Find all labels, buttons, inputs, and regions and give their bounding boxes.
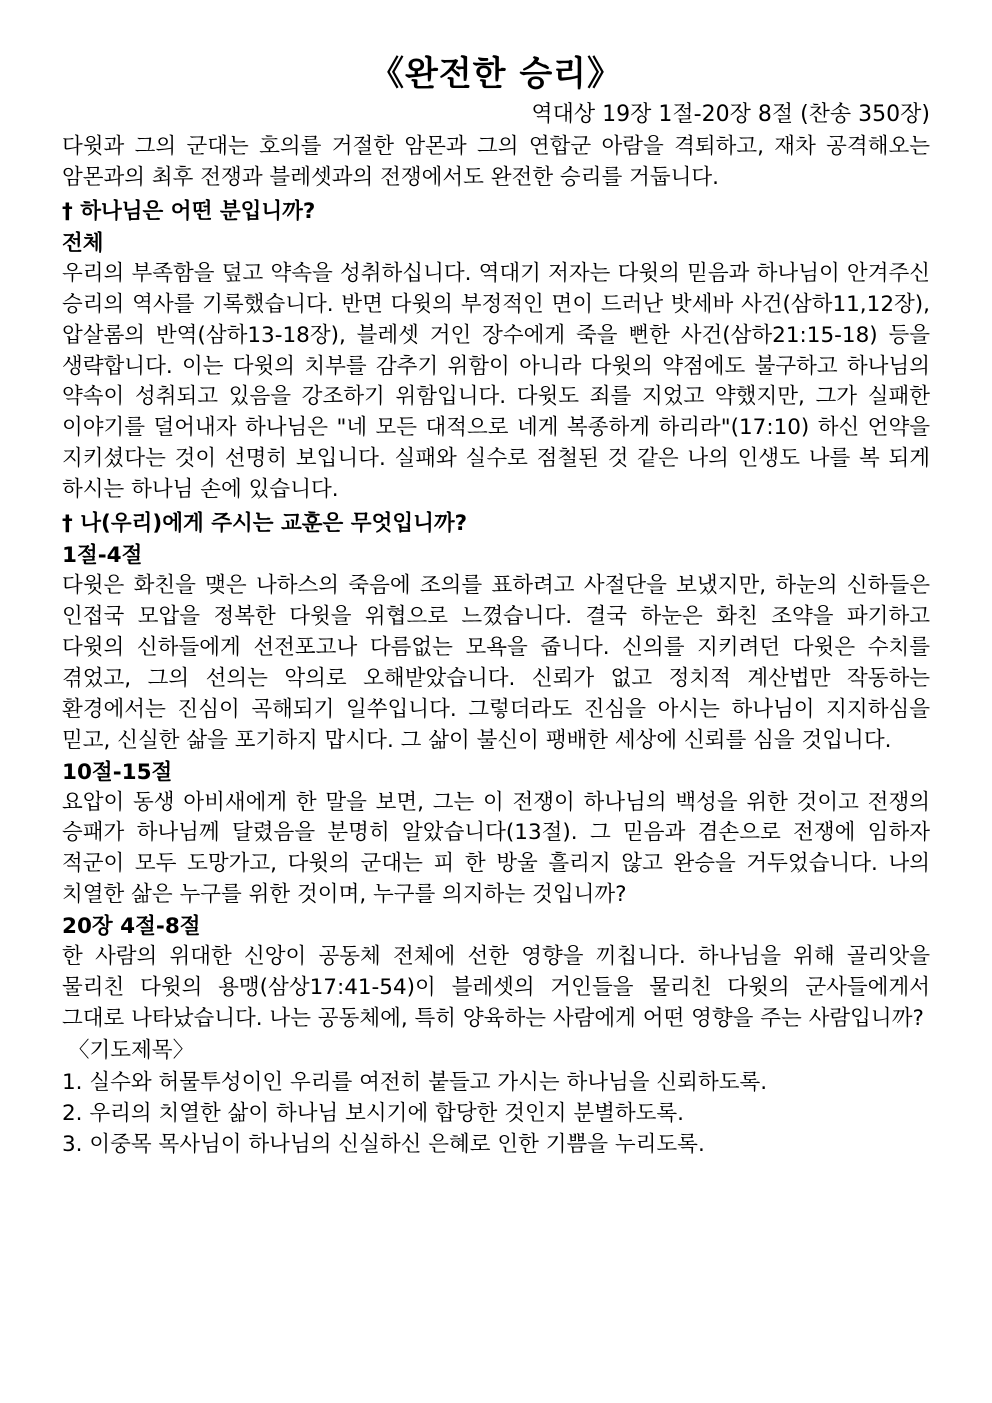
devotional-page [62,50,930,1160]
section-question: † 나(우리)에게 주시는 교훈은 무엇입니까? [62,511,468,537]
verse-body: 요압이 동생 아비새에게 한 말을 보면, 그는 이 전쟁이 하나님의 백성을 위한 것이고 전쟁의 승패가 하나님께 달렸음을 분명히 알았습니다(13절). 그 믿음과 겸손으로 전쟁에 임하자 적군이 모두 도망가고, 다윗의 군대는 피 한 방울 흘리지 않고 완승을 거두었습니다. 나의 치열한 삶은 누구를 위한 것이며, 누구를 의지하는 것입니까? [62,789,930,908]
intro-paragraph: 다윗과 그의 군대는 호의를 거절한 암몬과 그의 연합군 아람을 격퇴하고, 재차 공격해오는 암몬과의 최후 전쟁과 블레셋과의 전쟁에서도 완전한 승리를 거둡니다. [62,134,930,190]
verse-body: 한 사람의 위대한 신앙이 공동체 전체에 선한 영향을 끼칩니다. 하나님을 위해 골리앗을 물리친 다윗의 용맹(삼상17:41-54)이 블레셋의 거인들을 물리친 다윗의 군사들에게서 그대로 나타났습니다. 나는 공동체에, 특히 양육하는 사람에게 어떤 영향을 주는 사람입니까? [62,944,930,1031]
verse-heading: 10절-15절 [62,759,173,785]
prayer-item: 2. 우리의 치열한 삶이 하나님 보시기에 합당한 것인지 분별하도록. [62,1100,685,1126]
prayer-item: 3. 이중목 목사님이 하나님의 신실하신 은혜로 인한 기쁨을 누리도록. [62,1131,705,1157]
verse-heading: 20장 4절-8절 [62,914,201,940]
verse-heading: 1절-4절 [62,543,143,569]
page-title: 《완전한 승리》 [369,54,623,94]
section-heading: 전체 [62,230,104,256]
prayer-heading: 〈기도제목〉 [68,1037,195,1063]
section-body: 우리의 부족함을 덮고 약속을 성취하십니다. 역대기 저자는 다윗의 믿음과 하나님이 안겨주신 승리의 역사를 기록했습니다. 반면 다윗의 부정적인 면이 드러난 밧세바 사건(삼하11,12장), 압살롬의 반역(삼하13-18장), 블레셋 거인 장수에게 죽을 뻔한 사건(삼하21:15-18) 등을 생략합니다. 이는 다윗의 치부를 감추기 위함이 아니라 다윗의 약점에도 불구하고 하나님의 약속이 성취되고 있음을 강조하기 위함입니다. 다윗도 죄를 지었고 약했지만, 그가 실패한 이야기를 덜어내자 하나님은 "네 모든 대적으로 네게 복종하게 하리라"(17:10) 하신 언약을 지키셨다는 것이 선명히 보입니다. 실패와 실수로 점철된 것 같은 나의 인생도 나를 복 되게 하시는 하나님 손에 있습니다. [62,260,930,503]
scripture-reference: 역대상 19장 1절-20장 8절 (찬송 350장) [531,102,930,127]
prayer-item: 1. 실수와 허물투성이인 우리를 여전히 붙들고 가시는 하나님을 신뢰하도록. [62,1069,768,1095]
section-question: † 하나님은 어떤 분입니까? [62,198,316,224]
verse-body: 다윗은 화친을 맺은 나하스의 죽음에 조의를 표하려고 사절단을 보냈지만, 하눈의 신하들은 인접국 모압을 정복한 다윗을 위협으로 느꼈습니다. 결국 하눈은 화친 조약을 파기하고 다윗의 신하들에게 선전포고나 다름없는 모욕을 줍니다. 신의를 지키려던 다윗은 수치를 겪었고, 그의 선의는 악의로 오해받았습니다. 신뢰가 없고 정치적 계산법만 작동하는 환경에서는 진심이 곡해되기 일쑤입니다. 그렇더라도 진심을 아시는 하나님이 지지하심을 믿고, 신실한 삶을 포기하지 맙시다. 그 삶이 불신이 팽배한 세상에 신뢰를 심을 것입니다. [62,573,930,753]
prayer-list [62,1067,930,1160]
prayer-section [62,1035,930,1160]
section-lessons [62,508,930,1035]
section-who-is-god [62,196,930,506]
